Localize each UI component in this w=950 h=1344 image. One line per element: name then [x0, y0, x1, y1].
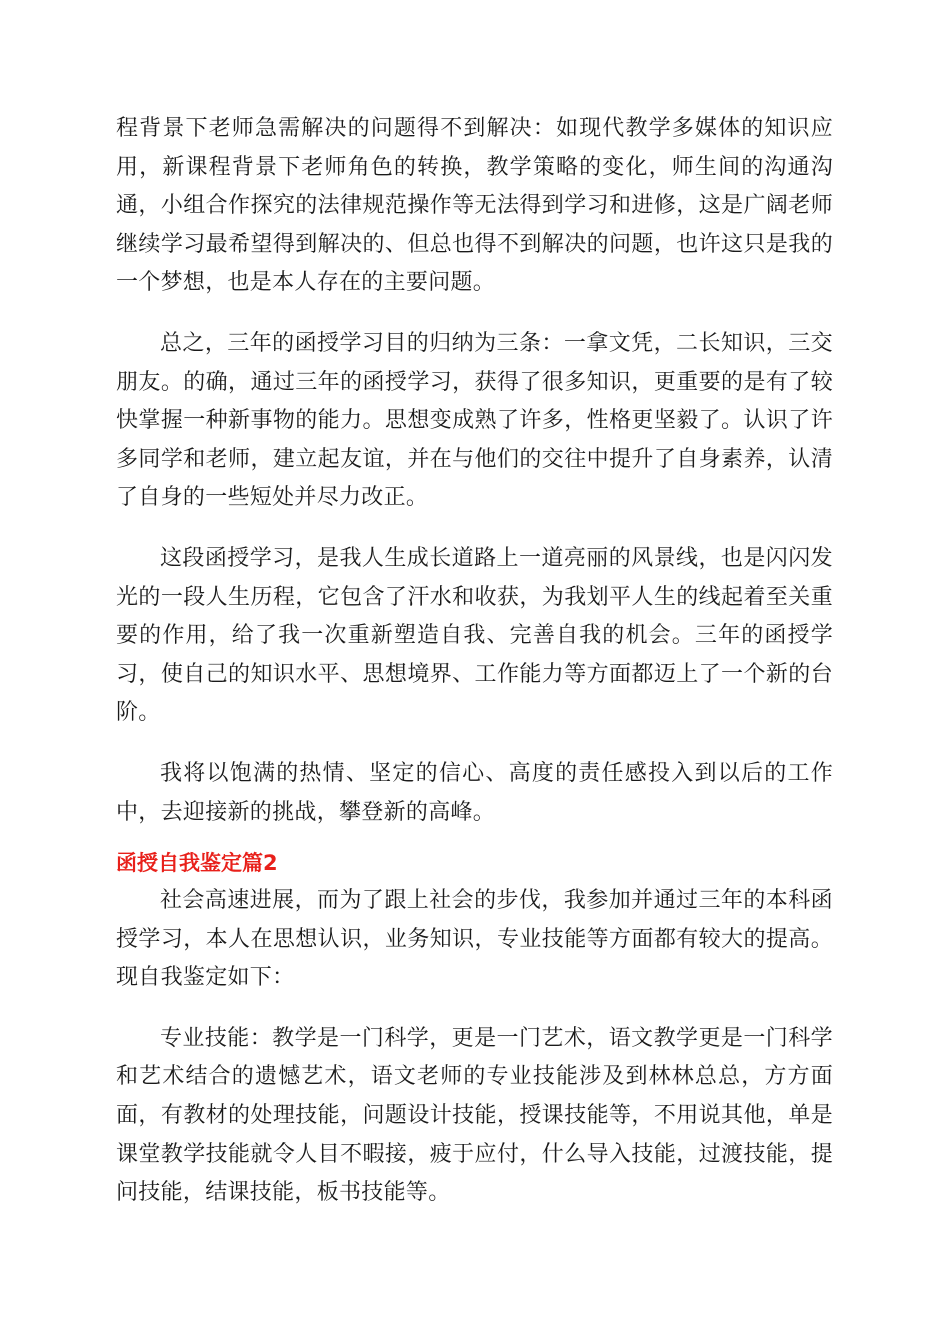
section-heading: 函授自我鉴定篇2: [116, 851, 278, 876]
paragraph-professional-skills: 专业技能：教学是一门科学，更是一门艺术，语文教学更是一门科学和艺术结合的遗憾艺术，语文老师的专业技能涉及到林林总总，方方面面，有教材的处理技能，问题设计技能，授课技能等，不用说其他，单是课堂教学技能就令人目不暇接，疲于应付，什么导入技能，过渡技能，提问技能，结课技能，板书技能等。: [116, 1025, 833, 1206]
paragraph-summary: 总之，三年的函授学习目的归纳为三条：一拿文凭，二长知识，三交朋友。的确，通过三年的函授学习，获得了很多知识，更重要的是有了较快掌握一种新事物的能力。思想变成熟了许多，性格更坚毅了。认识了许多同学和老师，建立起友谊，并在与他们的交往中提升了自身素养，认清了自身的一些短处并尽力改正。: [116, 330, 833, 511]
paragraph-reflection: 这段函授学习，是我人生成长道路上一道亮丽的风景线，也是闪闪发光的一段人生历程，它包含了汗水和收获，为我划平人生的线起着至关重要的作用，给了我一次重新塑造自我、完善自我的机会。三年的函授学习，使自己的知识水平、思想境界、工作能力等方面都迈上了一个新的台阶。: [116, 545, 833, 726]
paragraph-resolution: 我将以饱满的热情、坚定的信心、高度的责任感投入到以后的工作中，去迎接新的挑战，攀登新的高峰。: [116, 760, 833, 825]
document-page: [116, 110, 833, 1235]
paragraph-intro: 社会高速进展，而为了跟上社会的步伐，我参加并通过三年的本科函授学习，本人在思想认识，业务知识，专业技能等方面都有较大的提高。现自我鉴定如下：: [116, 888, 833, 991]
paragraph-continuation: 程背景下老师急需解决的问题得不到解决：如现代教学多媒体的知识应用，新课程背景下老师角色的转换，教学策略的变化，师生间的沟通沟通，小组合作探究的法律规范操作等无法得到学习和进修，这是广阔老师继续学习最希望得到解决的、但总也得不到解决的问题，也许这只是我的一个梦想，也是本人存在的主要问题。: [116, 116, 833, 296]
